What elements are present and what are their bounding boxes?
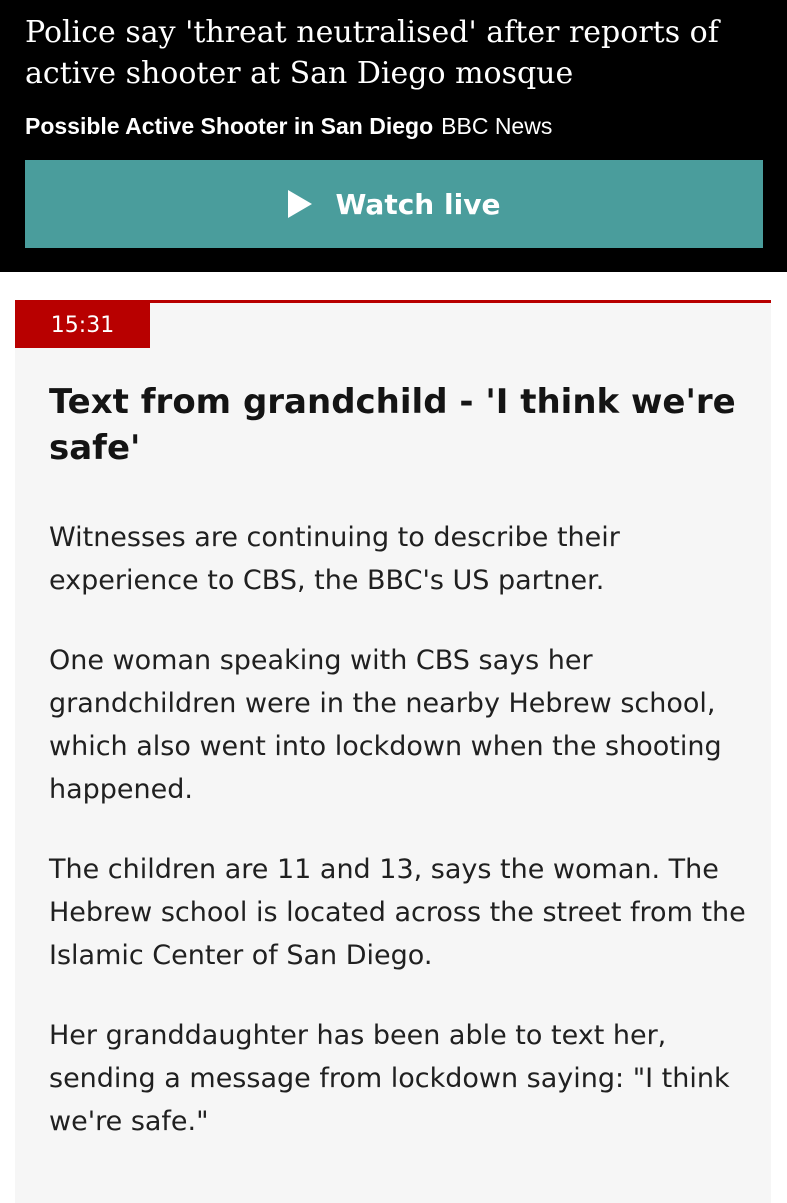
- live-post: [15, 300, 771, 1203]
- post-timestamp-badge: 15:31: [15, 303, 150, 348]
- stream-title: Possible Active Shooter in San Diego: [25, 113, 434, 139]
- play-icon: [288, 190, 312, 218]
- page-headline: Police say 'threat neutralised' after reports of active shooter at San Diego mosque: [25, 15, 719, 91]
- live-stream-header: [0, 0, 787, 272]
- post-title: Text from grandchild - 'I think we're safe': [49, 382, 736, 468]
- watch-live-label: Watch live: [335, 187, 501, 221]
- stream-source: BBC News: [441, 113, 553, 139]
- post-paragraph: One woman speaking with CBS says her grandchildren were in the nearby Hebrew school, which also went into lockdown when the shooting happened.: [49, 645, 722, 805]
- post-paragraph: The children are 11 and 13, says the woman. The Hebrew school is located across the street from the Islamic Center of San Diego.: [49, 854, 746, 971]
- stream-info: [25, 110, 552, 142]
- post-body: [49, 516, 749, 1180]
- post-paragraph: Witnesses are continuing to describe their experience to CBS, the BBC's US partner.: [49, 522, 620, 596]
- post-paragraph: Her granddaughter has been able to text her, sending a message from lockdown saying: "I think we're safe.": [49, 1020, 730, 1137]
- watch-live-button[interactable]: [25, 160, 763, 248]
